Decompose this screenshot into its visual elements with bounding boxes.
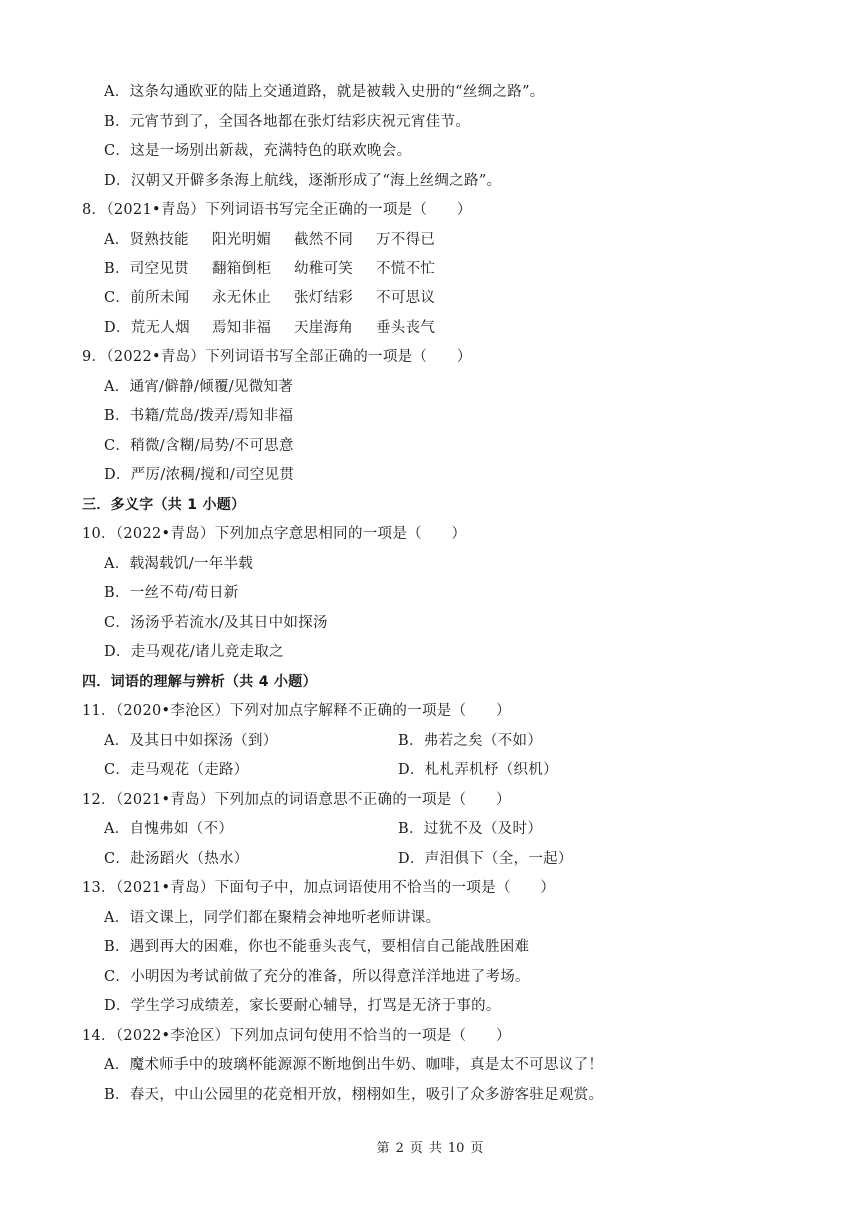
question-12-option-c: C．赴汤蹈火（热水） [104,851,249,867]
question-8-option-a [104,230,458,250]
question-11-option-c: C．走马观花（走路） [104,762,249,778]
question-12-option-a: A．自愧弗如（不） [104,821,234,837]
question-8-stem: 8．（2021•青岛）下列词语书写完全正确的一项是（ ） [82,202,472,218]
question-13-option-a: A．语文课上，同学们都在聚精会神地听老师讲课。 [104,910,441,926]
question-12-stem: 12．（2021•青岛）下列加点的词语意思不正确的一项是（ ） [82,792,511,808]
question-13-option-b: B．遇到再大的困难，你也不能垂头丧气，要相信自己能战胜困难 [104,939,530,955]
word: 不可思议 [376,290,436,306]
question-11-option-b: B．弗若之矣（不如） [398,733,543,749]
question-8-option-b [104,259,458,279]
question-13-stem: 13．（2021•青岛）下面句子中，加点词语使用不恰当的一项是（ ） [82,880,556,896]
question-9-option-c: C．稍微/含糊/局势/不可思意 [104,438,294,454]
question-11-option-a: A．及其日中如探汤（到） [104,733,278,749]
word: 永无休止 [212,290,272,306]
word: D．荒无人烟 [104,320,190,336]
question-9-option-a: A．通宵/僻静/倾覆/见微知著 [104,379,294,395]
question-11-option-d: D．札札弄机杼（织机） [398,762,558,778]
question-9-option-d: D．严厉/浓稠/搅和/司空见贯 [104,467,295,483]
question-10-option-b: B．一丝不苟/苟日新 [104,585,239,601]
word: 不慌不忙 [376,261,436,277]
question-10-stem: 10．（2022•青岛）下列加点字意思相同的一项是（ ） [82,526,467,542]
footer-text: 共 [428,1141,442,1156]
question-8-option-c [104,288,458,308]
question-12-option-d: D．声泪俱下（全，一起） [398,851,573,867]
word: 张灯结彩 [294,290,354,306]
word: 阳光明媚 [212,232,272,248]
question-14-option-a: A．魔术师手中的玻璃杯能源源不断地倒出牛奶、咖啡，真是太不可思议了！ [104,1057,604,1073]
question-8-option-d [104,318,458,338]
footer-text: 第 [376,1141,390,1156]
word: A．贤熟技能 [104,232,189,248]
question-10-option-d: D．走马观花/诸儿竞走取之 [104,644,284,660]
question-13-option-c: C．小明因为考试前做了充分的准备，所以得意洋洋地进了考场。 [104,969,530,985]
question-10-option-c: C．汤汤乎若流水/及其日中如探汤 [104,615,328,631]
footer-text: 页 [470,1141,484,1156]
question-12-option-b: B．过犹不及（及时） [398,821,543,837]
word: 翻箱倒柜 [212,261,272,277]
question-9-stem: 9．（2022•青岛）下列词语书写全部正确的一项是（ ） [82,349,472,365]
question-14-option-b: B．春天，中山公园里的花竞相开放，栩栩如生，吸引了众多游客驻足观赏。 [104,1087,604,1103]
word: 截然不同 [294,232,354,248]
option-b: B．元宵节到了，全国各地都在张灯结彩庆祝元宵佳节。 [104,114,471,130]
word: C．前所未闻 [104,290,190,306]
section-heading-4: 四．词语的理解与辨析（共 4 小题） [82,674,317,690]
word: 万不得已 [376,232,436,248]
word: B．司空见贯 [104,261,189,277]
word: 幼稚可笑 [294,261,354,277]
word: 焉知非福 [212,320,272,336]
page-number: 2 [395,1141,404,1156]
question-13-option-d: D．学生学习成绩差，家长要耐心辅导，打骂是无济于事的。 [104,998,501,1014]
page-footer [0,1140,860,1158]
option-c: C．这是一场别出新裁，充满特色的联欢晚会。 [104,143,412,159]
footer-text: 页 [409,1141,423,1156]
question-10-option-a: A．载渴载饥/一年半载 [104,556,254,572]
option-d: D．汉朝又开僻多条海上航线，逐渐形成了“海上丝绸之路”。 [104,173,502,189]
word: 天崖海角 [294,320,354,336]
total-pages: 10 [447,1141,465,1156]
word: 垂头丧气 [376,320,436,336]
question-11-stem: 11．（2020•李沧区）下列对加点字解释不正确的一项是（ ） [82,703,511,719]
section-heading-3: 三．多义字（共 1 小题） [82,497,246,513]
question-9-option-b: B．书籍/荒岛/拨弄/焉知非福 [104,408,294,424]
option-a: A．这条勾通欧亚的陆上交通道路，就是被载入史册的“丝绸之路”。 [104,84,545,100]
question-14-stem: 14．（2022•李沧区）下列加点词句使用不恰当的一项是（ ） [82,1028,511,1044]
